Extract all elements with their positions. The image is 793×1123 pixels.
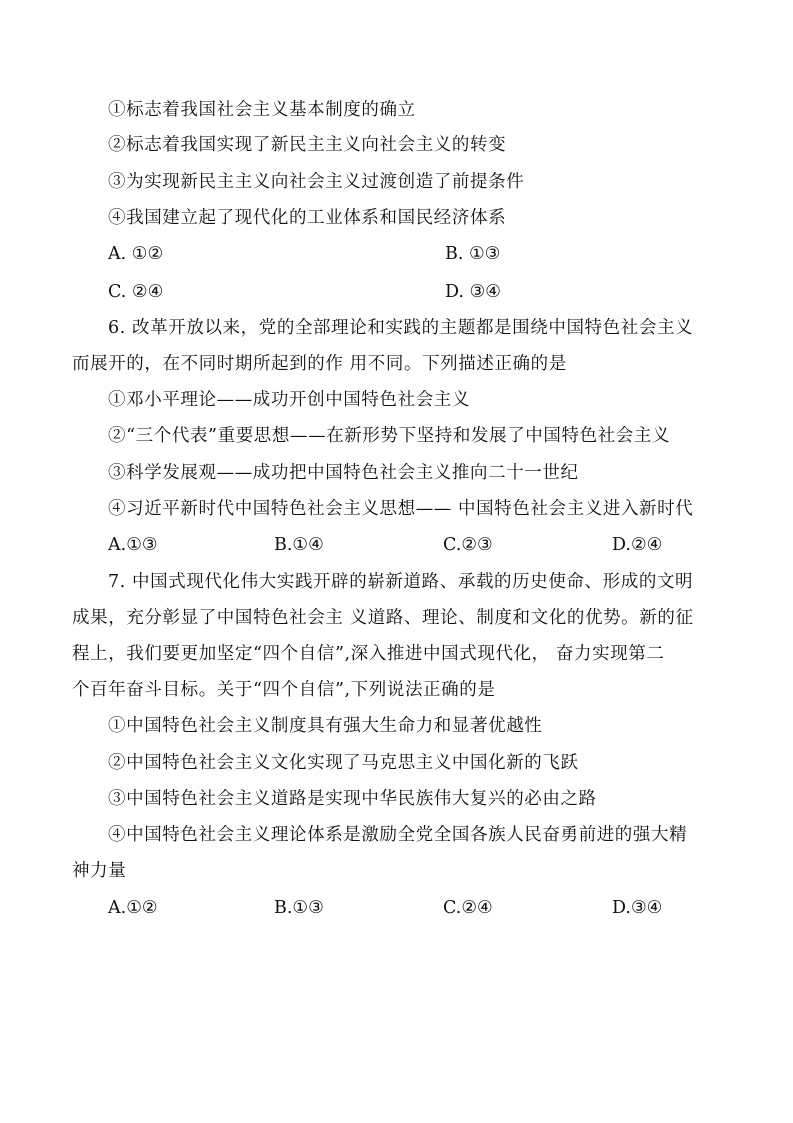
q5-statement-2: ②标志着我国实现了新民主主义向社会主义的转变 xyxy=(108,135,507,155)
q7-option-d: D.③④ xyxy=(612,898,663,918)
q5-option-d: D. ③④ xyxy=(445,282,501,302)
q5-statement-3: ③为实现新民主主义向社会主义过渡创造了前提条件 xyxy=(108,172,525,192)
q5-option-c: C. ②④ xyxy=(108,282,164,302)
q6-stem-line-2: 而展开的，在不同时期所起到的作 用不同。下列描述正确的是 xyxy=(72,354,567,374)
q6-option-d: D.②④ xyxy=(612,535,663,555)
q7-option-c: C.②④ xyxy=(443,898,493,918)
q5-statement-1: ①标志着我国社会主义基本制度的确立 xyxy=(108,100,416,120)
q7-statement-1: ①中国特色社会主义制度具有强大生命力和显著优越性 xyxy=(108,716,543,736)
q7-statement-2: ②中国特色社会主义文化实现了马克思主义中国化新的飞跃 xyxy=(108,753,579,773)
q7-statement-4: ④中国特色社会主义理论体系是激励全党全国各族人民奋勇前进的强大精 xyxy=(108,825,688,845)
q6-option-b: B.①④ xyxy=(274,535,324,555)
q7-stem-line-2: 成果，充分彰显了中国特色社会主 义道路、理论、制度和文化的优势。新的征 xyxy=(72,608,694,628)
q5-option-a: A. ①② xyxy=(108,244,164,264)
q6-option-c: C.②③ xyxy=(443,535,493,555)
q7-option-b: B.①③ xyxy=(274,898,324,918)
q6-statement-2: ②“三个代表”重要思想——在新形势下坚持和发展了中国特色社会主义 xyxy=(108,426,671,446)
q7-stem-line-3: 程上，我们要更加坚定“四个自信”,深入推进中国式现代化， 奋力实现第二 xyxy=(72,644,665,664)
q7-stem-line-4: 个百年奋斗目标。关于“四个自信”,下列说法正确的是 xyxy=(72,680,496,700)
q5-statement-4: ④我国建立起了现代化的工业体系和国民经济体系 xyxy=(108,208,507,228)
q6-statement-1: ①邓小平理论——成功开创中国特色社会主义 xyxy=(108,390,470,410)
q6-option-a: A.①③ xyxy=(108,535,158,555)
q6-stem-line-1: 6. 改革开放以来，党的全部理论和实践的主题都是围绕中国特色社会主义 xyxy=(108,318,694,338)
q7-statement-4-continued: 神力量 xyxy=(72,861,127,881)
q7-statement-3: ③中国特色社会主义道路是实现中华民族伟大复兴的必由之路 xyxy=(108,789,597,809)
q5-option-b: B. ①③ xyxy=(445,244,501,264)
q7-option-a: A.①② xyxy=(108,898,158,918)
q7-stem-line-1: 7. 中国式现代化伟大实践开辟的崭新道路、承载的历史使命、形成的文明 xyxy=(108,572,694,592)
q6-statement-3: ③科学发展观——成功把中国特色社会主义推向二十一世纪 xyxy=(108,463,579,483)
q6-statement-4: ④习近平新时代中国特色社会主义思想—— 中国特色社会主义进入新时代 xyxy=(108,499,694,519)
